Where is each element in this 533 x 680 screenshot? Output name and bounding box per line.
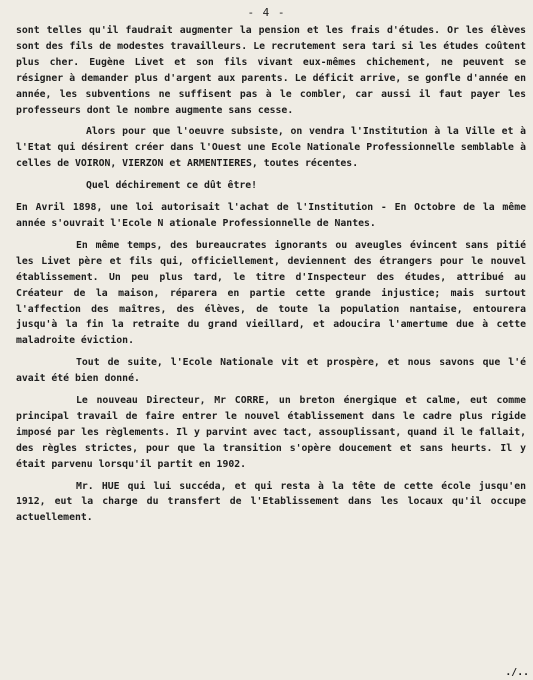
body-text — [16, 23, 526, 532]
paragraph-5: En même temps, des bureaucrates ignorants ou aveugles évincent sans pitié les Livet père et fils qui, officiellement, deviennent des étrangers pour le nouvel établissement. Un peu plus tard, le titre d'Inspecteur des études, attribué au Créateur de la maison, réparera en partie cette grande injustice; mais surtout l'affection des maîtres, des élèves, de toute la population nantaise, entourera jusqu'à la fin la retraite du grand vieillard, et adoucira l'amertume due à cette maladroite éviction. — [16, 239, 526, 347]
paragraph-4: En Avril 1898, une loi autorisait l'achat de l'Institution - En Octobre de la même année s'ouvrait l'Ecole N ationale Professionnelle de Nantes. — [16, 202, 526, 229]
continuation-mark: ./.. — [505, 667, 529, 678]
page-number: - 4 - — [247, 6, 286, 19]
paragraph-1: sont telles qu'il faudrait augmenter la pension et les frais d'études. Or les élèves sont des fils de modestes travailleurs. Le recrutement sera tari si les études coûtent plus cher. Eugène Livet et son fils vivant eux-mêmes chichement, ne peuvent se résigner à demander plus d'argent aux parents. Le déficit arrive, se gonfle d'année en année, les subventions ne suffisent pas à le combler, car aussi il faut payer les professeurs dont le nombre augmente sans cesse. — [16, 25, 526, 116]
paragraph-6: Tout de suite, l'Ecole Nationale vit et prospère, et nous savons que l'é avait été bien donné. — [16, 357, 526, 385]
paragraph-3: Quel déchirement ce dût être! — [86, 180, 258, 192]
paragraph-2: Alors pour que l'oeuvre subsiste, on vendra l'Institution à la Ville et à l'Etat qui désirent créer dans l'Ouest une Ecole Nationale Professionnelle semblable à celles de VOIRON, VIERZON et ARMENTIERES, toutes récentes. — [16, 126, 526, 170]
paragraph-7: Le nouveau Directeur, Mr CORRE, un breton énergique et calme, eut comme principal travail de faire entrer le nouvel établissement dans le cadre plus rigide imposé par les règlements. Il y parvint avec tact, assouplissant, quand il le fallait, des règles strictes, pour que la transition s'opère doucement et sans heurts. Il y était parvenu lorsqu'il partit en 1902. — [16, 395, 526, 470]
paragraph-8: Mr. HUE qui lui succéda, et qui resta à la tête de cette école jusqu'en 1912, eut la charge du transfert de l'Etablissement dans les locaux qu'il occupe actuellement. — [16, 480, 526, 524]
